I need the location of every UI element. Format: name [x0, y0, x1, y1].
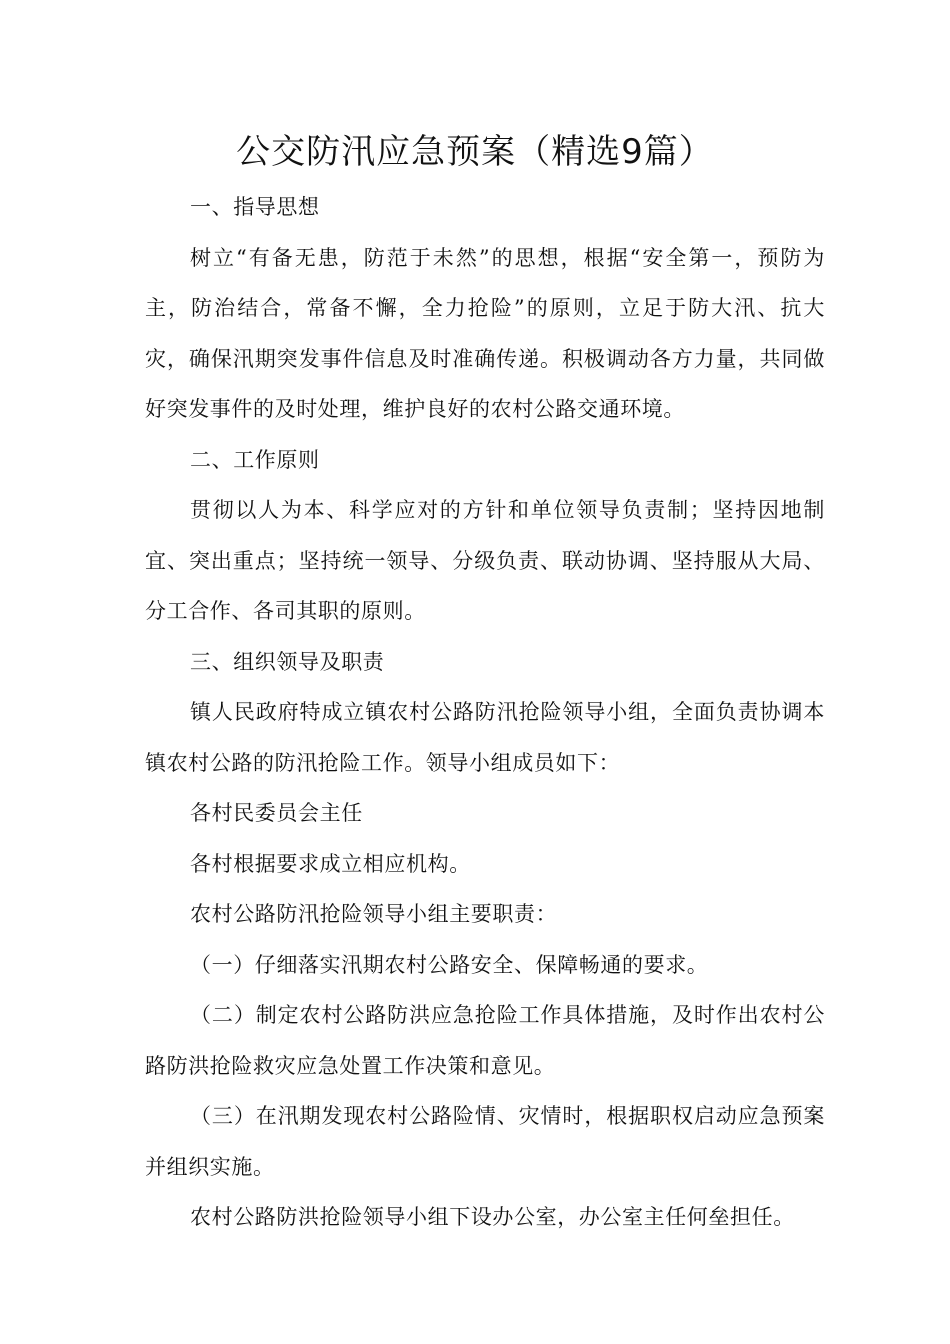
document-title: 公交防汛应急预案（精选9篇）: [236, 132, 714, 172]
paragraph-duties-intro: 农村公路防汛抢险领导小组主要职责：: [190, 902, 558, 926]
paragraph-guiding-ideology: 树立“有备无患，防范于未然”的思想，根据“安全第一，预防为主，防治结合，常备不懈，全力抢险”的原则，立足于防大汛、抗大灾，确保汛期突发事件信息及时准确传递。积极调动各方力量，共同做好突发事件的及时处理，维护良好的农村公路交通环境。: [145, 245, 825, 421]
section-heading-organization: 三、组织领导及职责: [190, 649, 385, 674]
paragraph-organization: 镇人民政府特成立镇农村公路防汛抢险领导小组，全面负责协调本镇农村公路的防汛抢险工作。领导小组成员如下：: [145, 700, 825, 775]
paragraph-member-list: 各村民委员会主任: [190, 801, 363, 825]
paragraph-office: 农村公路防洪抢险领导小组下设办公室，办公室主任何垒担任。: [190, 1205, 795, 1229]
paragraph-duty-2: （二）制定农村公路防洪应急抢险工作具体措施，及时作出农村公路防洪抢险救灾应急处置工作决策和意见。: [145, 1003, 825, 1078]
document-body: [145, 182, 825, 1243]
section-heading-work-principles: 二、工作原则: [190, 447, 320, 472]
section-heading-guiding-ideology: 一、指导思想: [190, 195, 320, 219]
paragraph-village-setup: 各村根据要求成立相应机构。: [190, 851, 471, 876]
paragraph-duty-1: （一）仔细落实汛期农村公路安全、保障畅通的要求。: [190, 952, 709, 977]
paragraph-work-principles: 贯彻以人为本、科学应对的方针和单位领导负责制；坚持因地制宜、突出重点；坚持统一领导、分级负责、联动协调、坚持服从大局、分工合作、各司其职的原则。: [145, 498, 825, 623]
paragraph-duty-3: （三）在汛期发现农村公路险情、灾情时，根据职权启动应急预案并组织实施。: [145, 1104, 825, 1179]
